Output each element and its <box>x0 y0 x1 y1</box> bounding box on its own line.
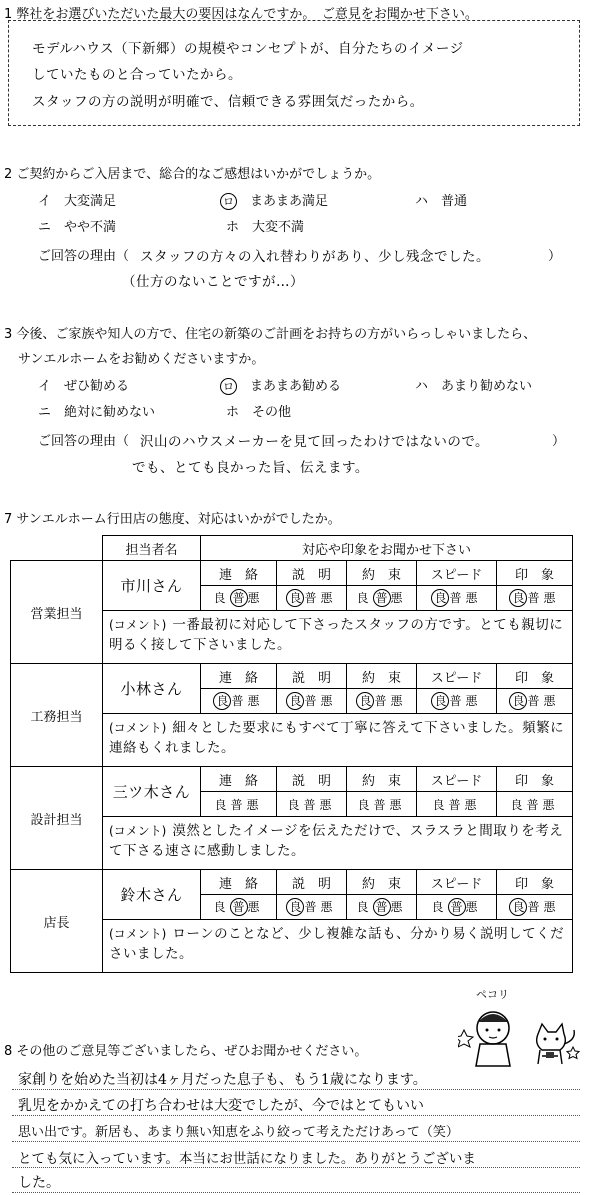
category-header: 説 明 <box>277 561 347 586</box>
illustration-caption: ペコリ <box>476 988 509 1001</box>
q3-reason-line-2: でも、とても良かった旨、伝えます。 <box>132 460 369 476</box>
rating-option: 悪 <box>247 591 264 605</box>
comment-label: (コメント) <box>109 721 167 735</box>
rating-option: 悪 <box>389 797 406 812</box>
rating-cell <box>347 586 417 611</box>
staff-role: 店長 <box>11 870 103 973</box>
category-header: スピード <box>417 870 497 895</box>
q7-question: 7 サンエルホーム行田店の態度、対応はいかがでしたか。 <box>4 512 341 527</box>
option-mark: イ <box>38 379 52 394</box>
rating-option: 悪 <box>320 900 337 914</box>
q2-reason-line-2: （仕方のないことですが…） <box>122 274 304 290</box>
rating-option: 普 <box>304 694 321 708</box>
rating-selected: 普 <box>448 898 466 916</box>
category-header: 説 明 <box>277 870 347 895</box>
answer-line <box>12 1115 580 1116</box>
comment-cell <box>103 920 573 973</box>
q2-reason-close: ） <box>548 249 562 264</box>
category-header: スピード <box>417 561 497 586</box>
q8-answer-line-3: 思い出です。新居も、あまり無い知恵をふり絞って考えただけあって（笑） <box>18 1125 459 1140</box>
category-header: 説 明 <box>277 767 347 792</box>
header-feedback: 対応や印象をお聞かせ下さい <box>201 536 573 561</box>
category-header: 約 束 <box>347 664 417 689</box>
q2-question: 2 ご契約からご入居まで、総合的なご感想はいかがでしょうか。 <box>4 167 381 182</box>
q8-answer-line-2: 乳児をかかえての打ち合わせは大変でしたが、今ではとてもいい <box>18 1098 424 1114</box>
q3-reason-label: ご回答の理由（ <box>38 434 130 449</box>
option-label: 大変不満 <box>252 220 305 235</box>
star-icon <box>566 1046 580 1060</box>
rating-selected: 普 <box>230 898 248 916</box>
rating-option: 普 <box>527 900 544 914</box>
q2-option-i <box>38 190 116 209</box>
option-label: 大変満足 <box>64 194 117 209</box>
option-label: 普通 <box>441 194 468 209</box>
category-header: 印 象 <box>497 664 573 689</box>
rating-selected: 普 <box>373 898 391 916</box>
option-mark: ホ <box>226 220 240 235</box>
q3-reason-close: ） <box>552 434 566 449</box>
rating-option: 悪 <box>246 797 263 812</box>
rating-selected: 良 <box>509 589 527 607</box>
staff-person-name: 小林さん <box>103 664 201 714</box>
q8-answer-line-1: 家創りを始めた当初は4ヶ月だった息子も、もう1歳になります。 <box>18 1072 427 1088</box>
rating-option: 良 <box>356 591 373 605</box>
staff-person-name: 市川さん <box>103 561 201 611</box>
rating-option: 悪 <box>543 900 560 914</box>
rating-cell <box>201 689 277 714</box>
q3-option-ni <box>38 401 155 420</box>
rating-option: 悪 <box>319 797 336 812</box>
rating-option: 良 <box>431 900 448 914</box>
q3-reason-line-1: 沢山のハウスメーカーを見て回ったわけではないので。 <box>140 434 490 450</box>
answer-line <box>12 1141 580 1142</box>
rating-selected: 良 <box>431 692 449 710</box>
rating-option: 良 <box>510 797 527 812</box>
category-header: 約 束 <box>347 561 417 586</box>
answer-line <box>12 1192 580 1193</box>
rating-option: 悪 <box>390 694 407 708</box>
category-header: 連 絡 <box>201 561 277 586</box>
q1-answer-line-3: スタッフの方の説明が明確で、信頼できる雰囲気だったから。 <box>32 94 424 110</box>
rating-selected: 良 <box>213 692 231 710</box>
option-label: ぜひ勧める <box>64 379 130 394</box>
option-mark: イ <box>38 194 52 209</box>
q2-reason-label: ご回答の理由（ <box>38 249 130 264</box>
option-mark: ニ <box>38 405 52 420</box>
option-label: 絶対に勧めない <box>64 405 156 420</box>
rating-selected: 良 <box>286 589 304 607</box>
q3-question-line-2: サンエルホームをお勧めくださいますか。 <box>18 352 265 367</box>
rating-option: 悪 <box>465 694 482 708</box>
option-label: やや不満 <box>64 220 117 235</box>
q2-option-ho <box>226 216 304 235</box>
q3-option-ro <box>220 375 341 395</box>
comment-text: 一番最初に対応して下さったスタッフの方です。とても親切に明るく接して下さいました。 <box>109 617 564 653</box>
option-mark: ハ <box>415 194 429 209</box>
option-label: まあまあ満足 <box>250 194 329 209</box>
rating-option: 悪 <box>464 797 481 812</box>
rating-cell <box>347 792 417 817</box>
rating-option: 普 <box>449 591 466 605</box>
rating-cell <box>201 792 277 817</box>
rating-option: 普 <box>526 797 543 812</box>
rating-option: 普 <box>231 694 248 708</box>
rating-selected: 良 <box>286 692 304 710</box>
q1-answer-line-1: モデルハウス（下新郷）の規模やコンセプトが、自分たちのイメージ <box>32 41 464 57</box>
q3-option-i <box>38 375 129 394</box>
rating-cell <box>277 689 347 714</box>
category-header: 印 象 <box>497 767 573 792</box>
rating-option: 普 <box>303 797 320 812</box>
category-header: 約 束 <box>347 870 417 895</box>
rating-selected: 良 <box>431 589 449 607</box>
rating-option: 悪 <box>247 900 264 914</box>
rating-cell <box>417 792 497 817</box>
q2-option-ha <box>415 190 467 209</box>
rating-option: 悪 <box>320 694 337 708</box>
staff-role: 設計担当 <box>11 767 103 870</box>
answer-line <box>12 1167 580 1168</box>
rating-option: 普 <box>304 591 321 605</box>
option-label: その他 <box>252 405 292 420</box>
rating-cell <box>417 895 497 920</box>
option-label: あまり勧めない <box>441 379 533 394</box>
rating-option: 悪 <box>543 694 560 708</box>
rating-cell <box>417 586 497 611</box>
category-header: 約 束 <box>347 767 417 792</box>
rating-selected: 普 <box>373 589 391 607</box>
selected-mark: ロ <box>220 193 237 210</box>
bowing-child-illustration <box>458 1000 528 1070</box>
rating-cell <box>347 895 417 920</box>
q8-answer-line-5: した。 <box>18 1175 60 1191</box>
rating-cell <box>201 586 277 611</box>
category-header: 連 絡 <box>201 767 277 792</box>
q2-option-ro <box>220 190 328 210</box>
option-mark: ニ <box>38 220 52 235</box>
staff-person-name: 三ツ木さん <box>103 767 201 817</box>
cat-illustration <box>530 1022 580 1067</box>
rating-option: 普 <box>374 694 391 708</box>
rating-cell <box>497 689 573 714</box>
rating-cell <box>347 689 417 714</box>
rating-option: 良 <box>213 591 230 605</box>
rating-selected: 良 <box>356 692 374 710</box>
header-person: 担当者名 <box>103 536 201 561</box>
category-header: 印 象 <box>497 870 573 895</box>
rating-cell <box>277 792 347 817</box>
rating-selected: 良 <box>509 692 527 710</box>
q3-question-line-1: 3 今後、ご家族や知人の方で、住宅の新築のご計画をお持ちの方がいらっしゃいましたら、 <box>4 327 537 342</box>
category-header: スピード <box>417 767 497 792</box>
rating-option: 普 <box>527 694 544 708</box>
rating-cell <box>497 895 573 920</box>
rating-cell <box>417 689 497 714</box>
staff-role: 営業担当 <box>11 561 103 664</box>
comment-cell <box>103 817 573 870</box>
q2-option-ni <box>38 216 116 235</box>
category-header: 印 象 <box>497 561 573 586</box>
rating-option: 良 <box>356 900 373 914</box>
rating-option: 悪 <box>465 591 482 605</box>
q8-question: 8 その他のご意見等ございましたら、ぜひお聞かせください。 <box>4 1044 368 1059</box>
q1-answer-line-2: していたものと合っていたから。 <box>32 67 242 83</box>
staff-person-name: 鈴木さん <box>103 870 201 920</box>
comment-text: 細々とした要求にもすべて丁寧に答えて下さいました。頻繁に連絡もくれました。 <box>109 720 565 756</box>
option-label: まあまあ勧める <box>250 379 342 394</box>
comment-text: 漠然としたイメージを伝えただけで、スラスラと間取りを考えて下さる速さに感動しました。 <box>109 823 564 859</box>
comment-text: ローンのことなど、少し複雑な話も、分かり易く説明してくださいました。 <box>109 926 565 962</box>
rating-option: 悪 <box>542 797 559 812</box>
comment-label: (コメント) <box>109 618 167 632</box>
option-mark: ハ <box>415 379 429 394</box>
category-header: 説 明 <box>277 664 347 689</box>
category-header: スピード <box>417 664 497 689</box>
rating-selected: 普 <box>230 589 248 607</box>
rating-cell <box>277 586 347 611</box>
rating-option: 悪 <box>543 591 560 605</box>
rating-option: 良 <box>357 797 374 812</box>
comment-cell <box>103 714 573 767</box>
rating-option: 悪 <box>320 591 337 605</box>
rating-selected: 良 <box>286 898 304 916</box>
rating-option: 悪 <box>390 900 407 914</box>
rating-option: 良 <box>432 797 449 812</box>
comment-label: (コメント) <box>109 927 167 941</box>
comment-label: (コメント) <box>109 824 167 838</box>
rating-cell <box>497 586 573 611</box>
q3-option-ha <box>415 375 532 394</box>
rating-option: 普 <box>448 797 465 812</box>
rating-option: 悪 <box>247 694 264 708</box>
category-header: 連 絡 <box>201 870 277 895</box>
rating-selected: 良 <box>509 898 527 916</box>
rating-option: 普 <box>304 900 321 914</box>
rating-option: 悪 <box>465 900 482 914</box>
rating-cell <box>277 895 347 920</box>
rating-cell <box>201 895 277 920</box>
blank-corner <box>11 536 103 561</box>
rating-cell <box>497 792 573 817</box>
answer-line <box>12 1089 580 1090</box>
rating-option: 普 <box>527 591 544 605</box>
rating-option: 普 <box>230 797 247 812</box>
rating-option: 普 <box>449 694 466 708</box>
q8-answer-line-4: とても気に入っています。本当にお世話になりました。ありがとうございま <box>18 1151 476 1167</box>
rating-option: 良 <box>287 797 304 812</box>
category-header: 連 絡 <box>201 664 277 689</box>
staff-role: 工務担当 <box>11 664 103 767</box>
rating-option: 悪 <box>390 591 407 605</box>
q3-option-ho <box>226 401 291 420</box>
comment-cell <box>103 611 573 664</box>
rating-option: 良 <box>213 900 230 914</box>
q2-reason-line-1: スタッフの方々の入れ替わりがあり、少し残念でした。 <box>140 249 490 265</box>
selected-mark: ロ <box>220 378 237 395</box>
rating-option: 良 <box>214 797 231 812</box>
option-mark: ホ <box>226 405 240 420</box>
staff-evaluation-table <box>10 535 573 973</box>
rating-option: 普 <box>373 797 390 812</box>
q1-question: 1 弊社をお選びいただいた最大の要因はなんですか。 ご意見をお聞かせ下さい。 <box>4 7 478 22</box>
